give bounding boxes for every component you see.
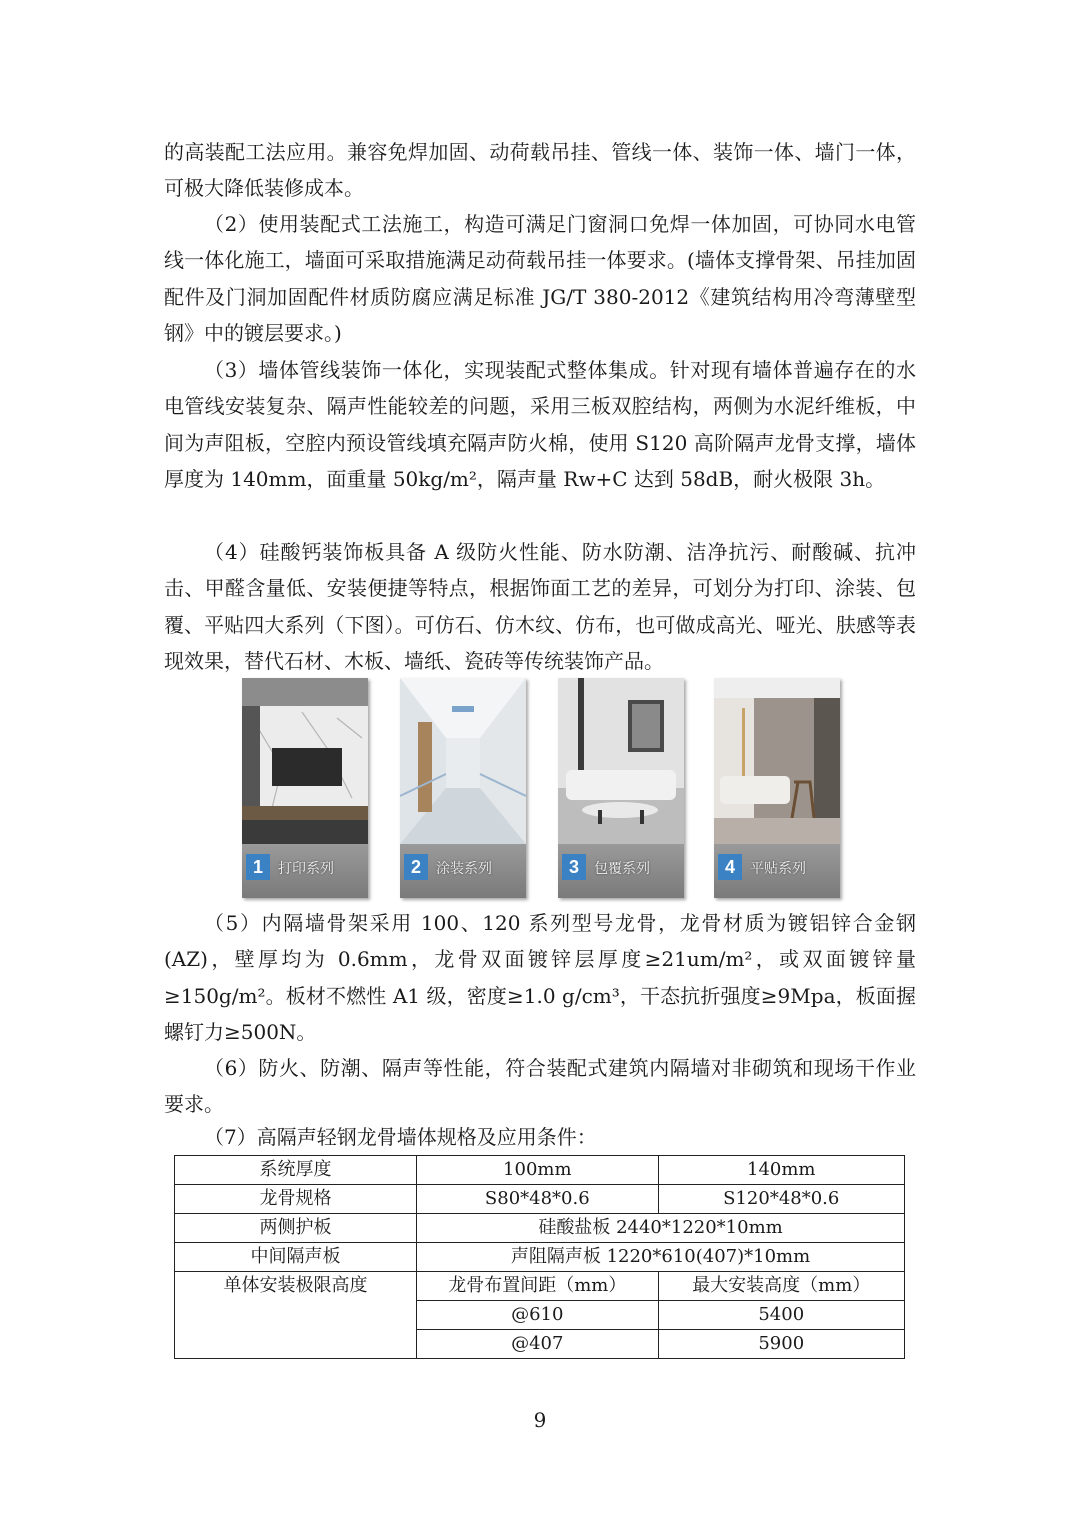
tile-caption: 涂装系列 bbox=[436, 861, 492, 877]
table-row bbox=[175, 1214, 905, 1243]
paragraph-5: （5）内隔墙骨架采用 100、120 系列型号龙骨，龙骨材质为镀铝锌合金钢(AZ)，壁厚均为 0.6mm，龙骨双面镀锌层厚度≥21um/m²，或双面镀锌量≥150g/m²。板材不燃性 A1 级，密度≥1.0 g/cm³，干态抗折强度≥9Mpa，板面握螺钉力≥500N。 bbox=[164, 911, 916, 1045]
paragraph-2: （2）使用装配式工法施工，构造可满足门窗洞口免焊一体加固，可协同水电管线一体化施工，墙面可采取措施满足动荷载吊挂一体要求。(墙体支撑骨架、吊挂加固配件及门洞加固配件材质防腐应满足标准 JG/T 380-2012《建筑结构用冷弯薄壁型钢》中的镀层要求。) bbox=[164, 212, 916, 346]
tile-caption: 包覆系列 bbox=[594, 861, 650, 877]
gallery-tile-covering bbox=[558, 678, 684, 898]
row-label-keel: 龙骨规格 bbox=[175, 1185, 417, 1214]
gallery-tile-coating bbox=[400, 678, 526, 898]
coating-series-photo bbox=[400, 678, 526, 844]
tile-caption: 打印系列 bbox=[278, 861, 334, 877]
table-row bbox=[175, 1243, 905, 1272]
print-series-photo bbox=[242, 678, 368, 844]
cell-thickness-140: 140mm bbox=[658, 1156, 904, 1185]
covering-series-photo bbox=[558, 678, 684, 844]
row-label-side-panel: 两侧护板 bbox=[175, 1214, 417, 1243]
paragraph-3: （3）墙体管线装饰一体化，实现装配式整体集成。针对现有墙体普遍存在的水电管线安装复杂、隔声性能较差的问题，采用三板双腔结构，两侧为水泥纤维板，中间为声阻板，空腔内预设管线填充隔声防火棉，使用 S120 高阶隔声龙骨支撑，墙体厚度为 140mm，面重量 50kg/m²，隔声量 Rw+C 达到 58dB，耐火极限 3h。 bbox=[164, 358, 916, 492]
cell-middle-board: 声阻隔声板 1220*610(407)*10mm bbox=[417, 1243, 905, 1272]
paragraph-4: （4）硅酸钙装饰板具备 A 级防火性能、防水防潮、洁净抗污、耐酸碱、抗冲击、甲醛含量低、安装便捷等特点，根据饰面工艺的差异，可划分为打印、涂装、包覆、平贴四大系列（下图）。可仿石、仿木纹、仿布，也可做成高光、哑光、肤感等表现效果，替代石材、木板、墙纸、瓷砖等传统装饰产品。 bbox=[164, 540, 916, 674]
series-gallery bbox=[242, 678, 842, 900]
tile-number-badge: 1 bbox=[246, 854, 270, 880]
row-label-middle-board: 中间隔声板 bbox=[175, 1243, 417, 1272]
header-keel-spacing: 龙骨布置间距（mm） bbox=[417, 1272, 658, 1301]
flat-series-photo bbox=[714, 678, 840, 844]
table-row bbox=[175, 1156, 905, 1185]
row-label-limit-height: 单体安装极限高度 bbox=[175, 1272, 417, 1359]
header-max-height: 最大安装高度（mm） bbox=[658, 1272, 904, 1301]
cell-keel-s80: S80*48*0.6 bbox=[417, 1185, 658, 1214]
cell-side-panel: 硅酸盐板 2440*1220*10mm bbox=[417, 1214, 905, 1243]
table-row bbox=[175, 1185, 905, 1214]
table-row bbox=[175, 1272, 905, 1301]
tile-caption: 平贴系列 bbox=[750, 861, 806, 877]
cell-keel-s120: S120*48*0.6 bbox=[658, 1185, 904, 1214]
cell-height-5400: 5400 bbox=[658, 1301, 904, 1330]
cell-spacing-407: @407 bbox=[417, 1330, 658, 1359]
tile-number-badge: 3 bbox=[562, 854, 586, 880]
gallery-tile-flat bbox=[714, 678, 840, 898]
wall-spec-table bbox=[174, 1155, 905, 1359]
tile-number-badge: 2 bbox=[404, 854, 428, 880]
paragraph-intro-continued: 的高装配工法应用。兼容免焊加固、动荷载吊挂、管线一体、装饰一体、墙门一体，可极大降低装修成本。 bbox=[164, 140, 916, 201]
tile-number-badge: 4 bbox=[718, 854, 742, 880]
paragraph-7-table-caption: （7）高隔声轻钢龙骨墙体规格及应用条件： bbox=[204, 1125, 597, 1149]
cell-spacing-610: @610 bbox=[417, 1301, 658, 1330]
cell-height-5900: 5900 bbox=[658, 1330, 904, 1359]
paragraph-6: （6）防火、防潮、隔声等性能，符合装配式建筑内隔墙对非砌筑和现场干作业要求。 bbox=[164, 1056, 916, 1117]
row-label-thickness: 系统厚度 bbox=[175, 1156, 417, 1185]
page-number: 9 bbox=[533, 1408, 547, 1432]
gallery-tile-print bbox=[242, 678, 368, 898]
cell-thickness-100: 100mm bbox=[417, 1156, 658, 1185]
